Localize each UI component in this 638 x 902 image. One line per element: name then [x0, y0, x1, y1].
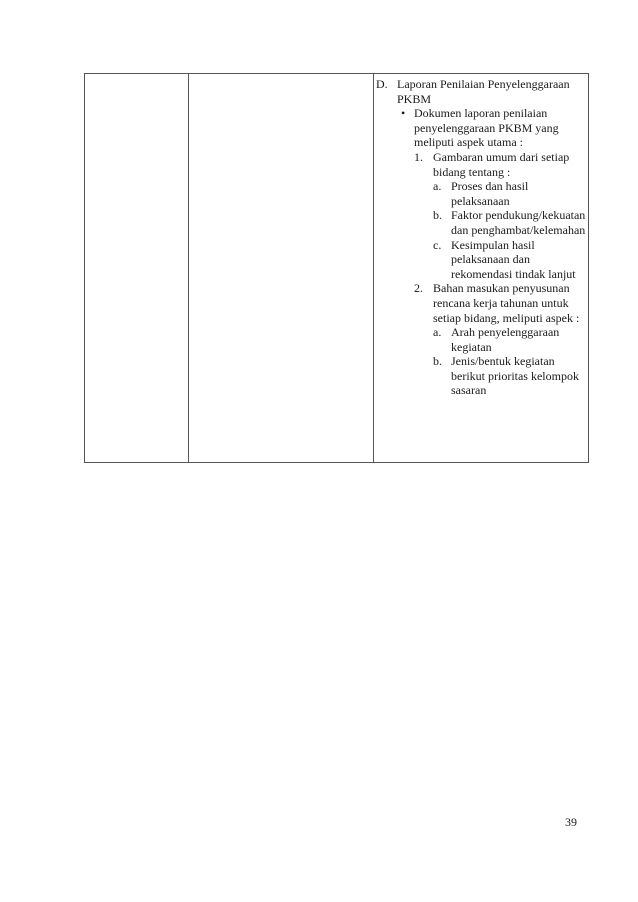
content-table [84, 73, 589, 463]
table-cell-empty-1 [85, 74, 189, 463]
sub-list-item-text: Jenis/bentuk kegiatan berikut prioritas kelompok sasaran [451, 354, 579, 398]
section-heading [374, 77, 588, 106]
list-item-marker: 1. [414, 149, 423, 164]
list-item [374, 281, 588, 325]
sub-list-item [374, 179, 588, 208]
list-item [374, 150, 588, 179]
sub-list-item [374, 325, 588, 354]
bullet-item [374, 106, 588, 150]
cell-content [374, 74, 588, 398]
section-marker: D. [376, 77, 388, 91]
table-cell-content [374, 74, 589, 463]
sub-list-item-marker: a. [433, 179, 442, 194]
table-cell-empty-2 [189, 74, 374, 463]
table-row [85, 74, 589, 463]
section-title: Laporan Penilaian Penyelenggaraan PKBM [397, 77, 570, 106]
sub-list-item-marker: b. [433, 208, 442, 223]
bullet-icon: • [401, 106, 406, 121]
sub-list-item-text: Proses dan hasil pelaksanaan [451, 179, 529, 208]
list-item-marker: 2. [414, 281, 423, 296]
sub-list-item [374, 238, 588, 282]
page-number: 39 [565, 815, 577, 829]
sub-list-item-marker: c. [433, 237, 442, 252]
sub-list-item-text: Kesimpulan hasil pelaksanaan dan rekomendasi tindak lanjut [451, 237, 576, 281]
sub-list-item-marker: a. [433, 325, 442, 340]
list-item-text: Gambaran umum dari setiap bidang tentang : [433, 149, 570, 179]
sub-list-item-text: Arah penyelenggaraan kegiatan [451, 325, 560, 354]
sub-list-item-marker: b. [433, 354, 442, 369]
sub-list-item [374, 354, 588, 398]
bullet-text: Dokumen laporan penilaian penyelenggaraan PKBM yang meliputi aspek utama : [414, 106, 559, 150]
list-item-text: Bahan masukan penyusunan rencana kerja tahunan untuk setiap bidang, meliputi aspek : [433, 281, 580, 325]
sub-list-item-text: Faktor pendukung/kekuatan dan penghambat/kelemahan [451, 208, 586, 237]
sub-list-item [374, 208, 588, 237]
